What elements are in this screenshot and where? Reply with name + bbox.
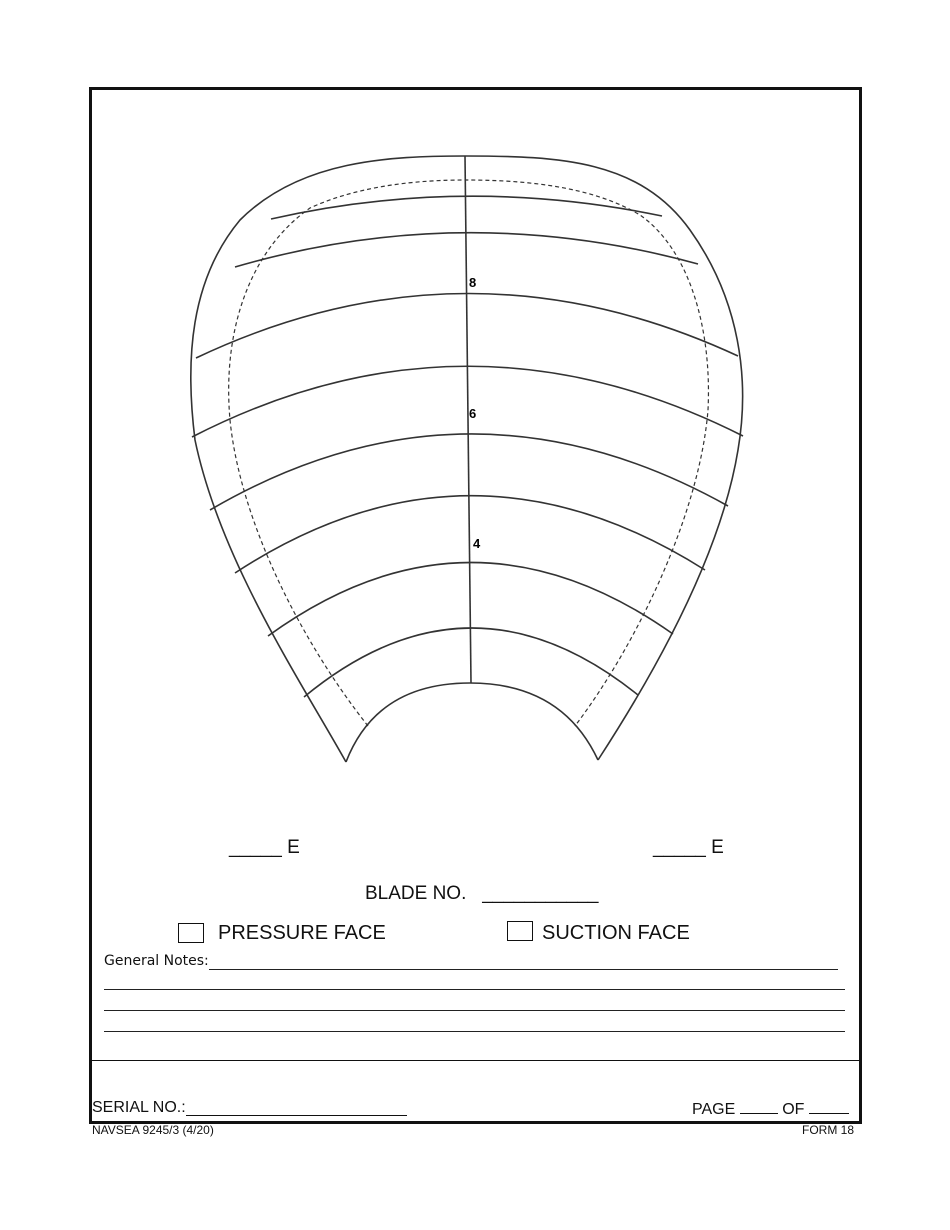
general-notes-line[interactable]	[104, 1031, 845, 1032]
form-id: NAVSEA 9245/3 (4/20)	[92, 1123, 214, 1137]
page-of-label: OF	[782, 1101, 805, 1118]
edge-mark-left: _____ E	[229, 837, 300, 858]
general-notes-line[interactable]	[209, 969, 838, 970]
radius-label-4: 4	[473, 536, 481, 551]
pressure-face-checkbox[interactable]	[178, 923, 204, 943]
general-notes-line[interactable]	[104, 1010, 845, 1011]
general-notes-label: General Notes:	[104, 953, 209, 969]
radius-label-6: 6	[469, 406, 477, 421]
blade-number-field[interactable]	[365, 883, 598, 905]
blade-number-label: BLADE NO.	[365, 883, 467, 904]
footer-divider	[89, 1060, 859, 1061]
radius-label-8: 8	[469, 275, 477, 290]
page-total-blank[interactable]	[809, 1099, 849, 1114]
pressure-face-label: PRESSURE FACE	[218, 922, 386, 944]
page-number-blank[interactable]	[740, 1099, 778, 1114]
suction-face-checkbox[interactable]	[507, 921, 533, 941]
form-number: FORM 18	[802, 1123, 855, 1137]
blade-number-blank[interactable]: ___________	[482, 883, 599, 904]
page-number-field	[692, 1099, 849, 1119]
hub-arc	[346, 683, 598, 762]
page-label: PAGE	[692, 1101, 736, 1118]
edge-mark-right: _____ E	[653, 837, 724, 858]
serial-number-field[interactable]	[186, 1115, 407, 1116]
suction-face-label: SUCTION FACE	[542, 922, 690, 944]
serial-number-label: SERIAL NO.:	[92, 1099, 186, 1116]
general-notes-line[interactable]	[104, 989, 845, 990]
